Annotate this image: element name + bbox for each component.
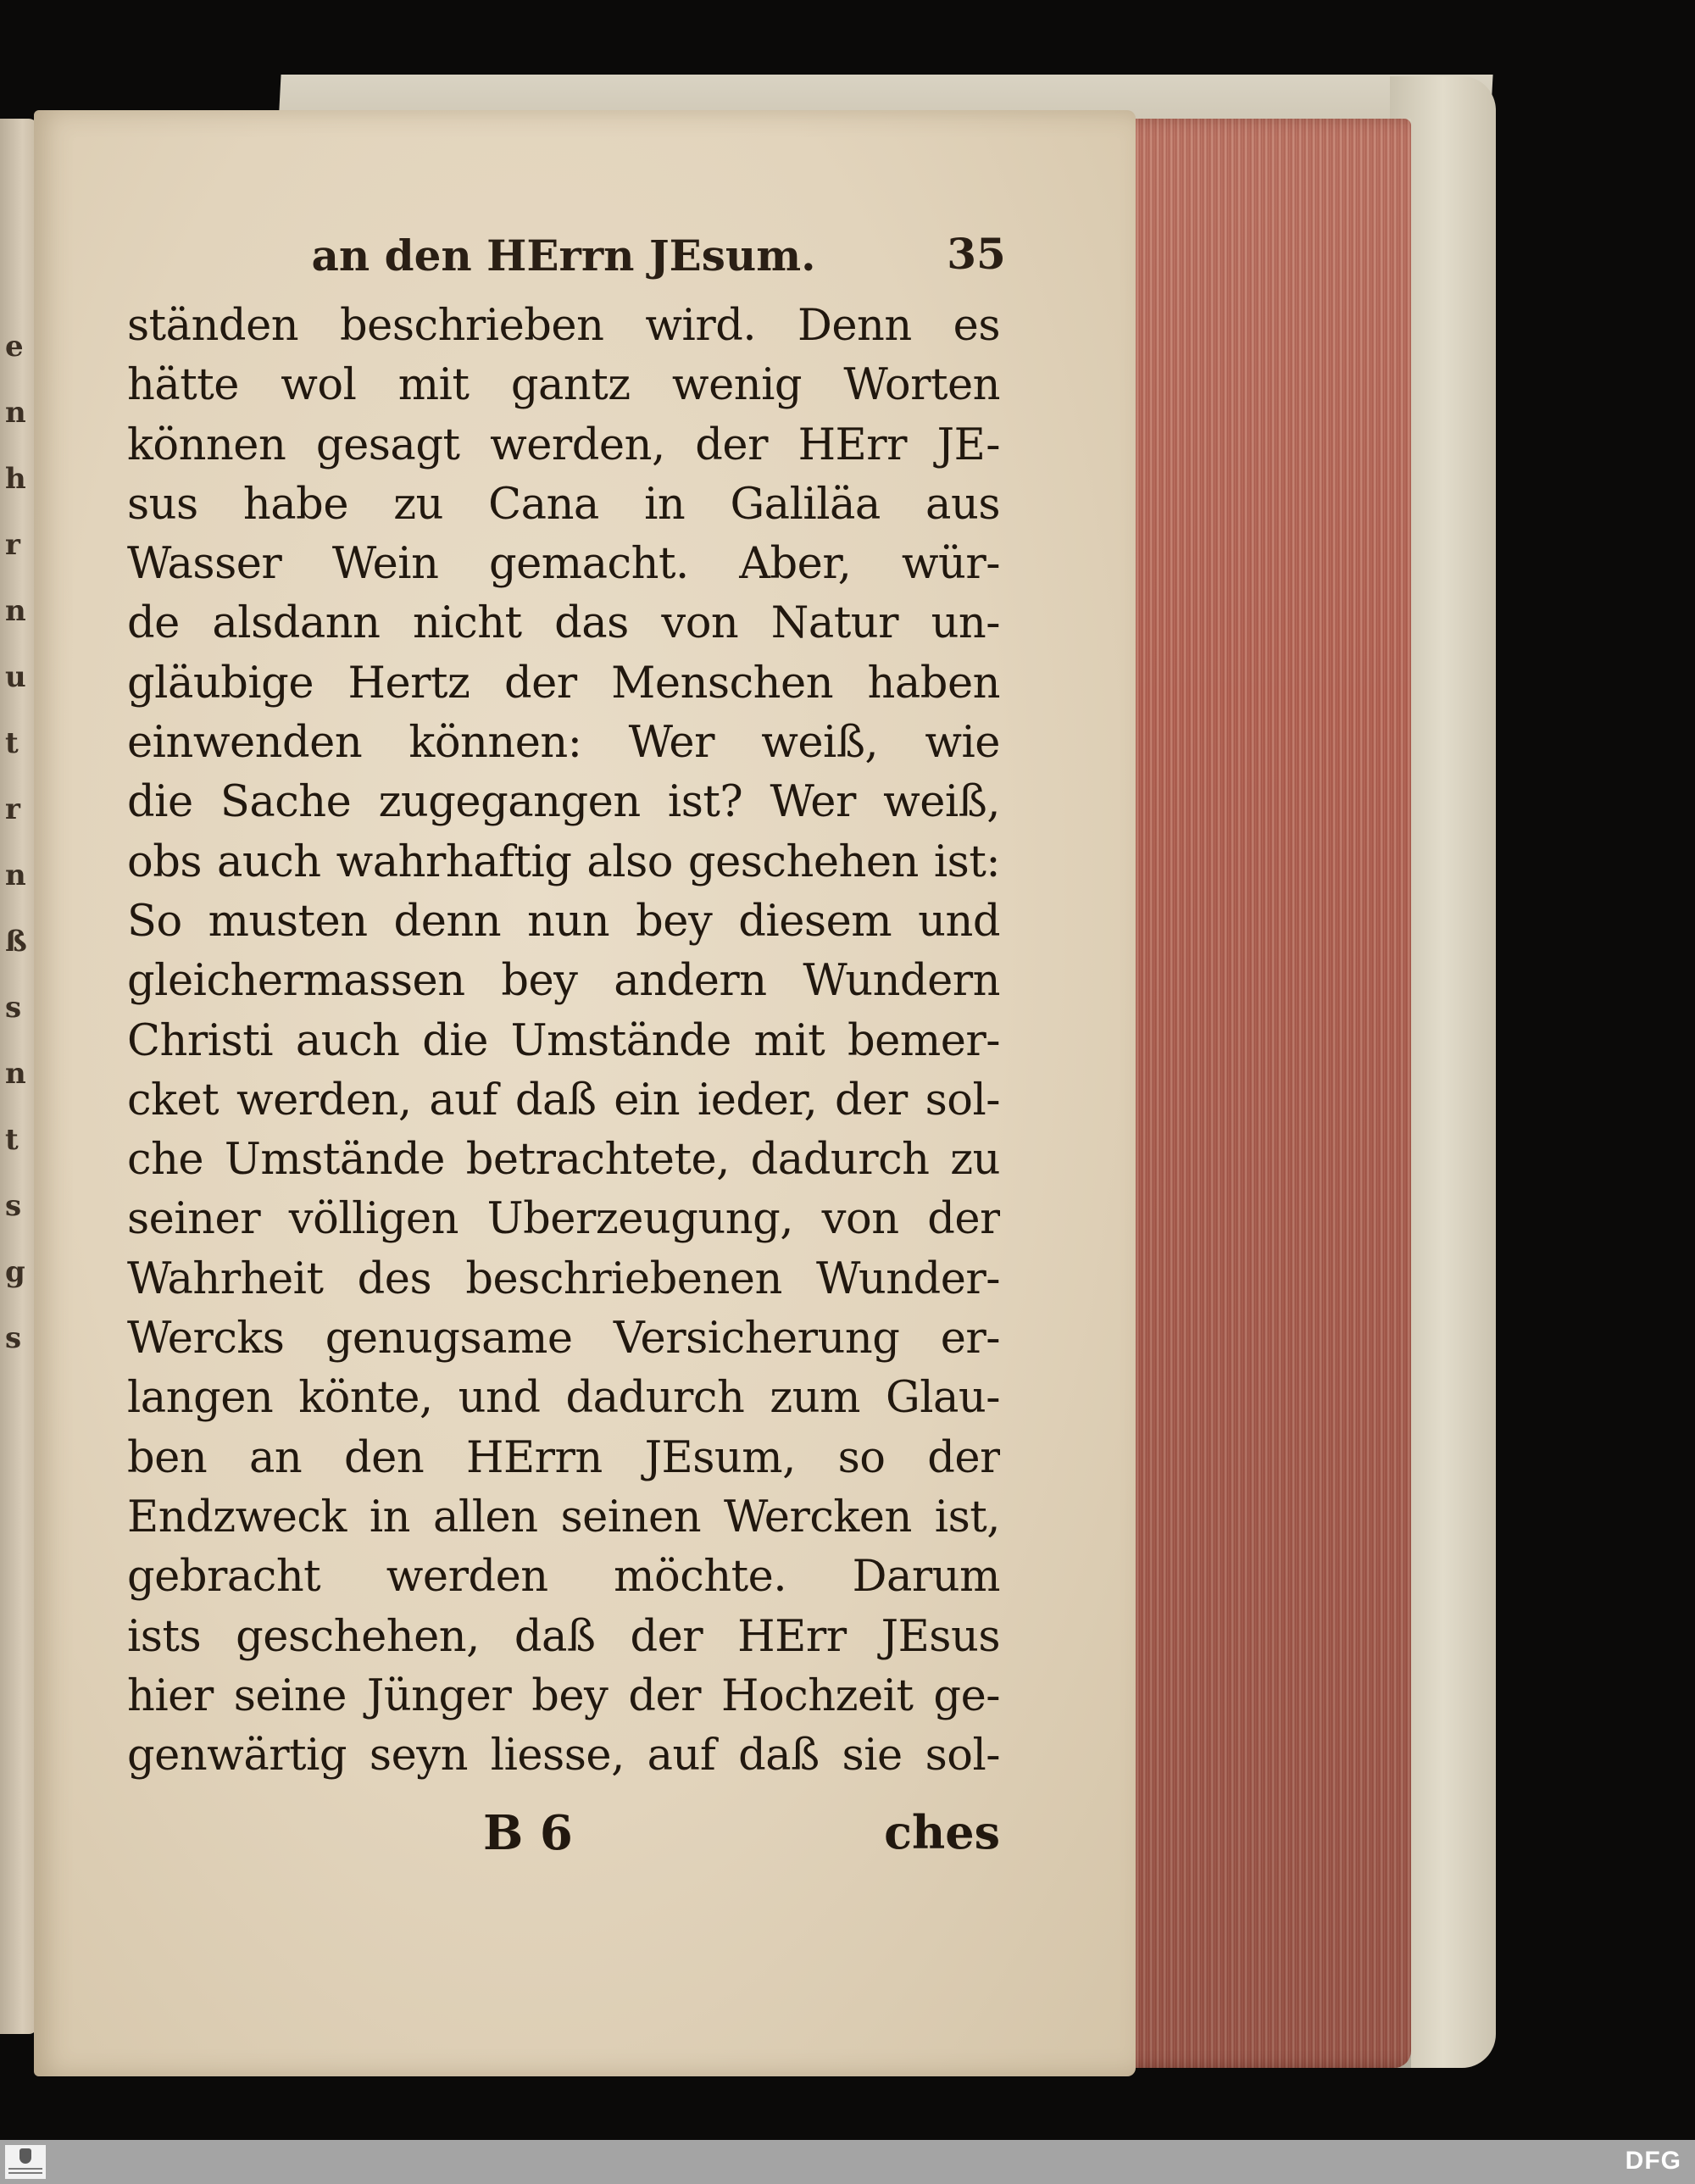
- facing-page-letter: n: [5, 1057, 26, 1091]
- facing-page-letter: t: [5, 726, 19, 760]
- facing-page-letter: ß: [5, 925, 27, 959]
- text-line: Wasser Wein gemacht. Aber, wür-: [127, 539, 1000, 590]
- text-line: Wahrheit des beschriebenen Wunder-: [127, 1253, 1000, 1304]
- text-line: obs auch wahrhaftig also geschehen ist:: [127, 836, 1000, 887]
- text-line: Wercks genugsame Versicherung er-: [127, 1314, 1000, 1364]
- text-line: können gesagt werden, der HErr JE-: [127, 420, 1000, 470]
- facing-page-letter: h: [5, 462, 26, 496]
- library-logo-icon: [5, 2145, 46, 2179]
- text-line: gleichermassen bey andern Wundern: [127, 956, 1000, 1007]
- page-number: 35: [947, 229, 1006, 279]
- text-line: hätte wol mit gantz wenig Worten: [127, 360, 1000, 411]
- text-line: cket werden, auf daß ein ieder, der sol-: [127, 1075, 1000, 1125]
- text-line: che Umstände betrachtete, dadurch zu: [127, 1135, 1000, 1186]
- text-line: die Sache zugegangen ist? Wer weiß,: [127, 777, 1000, 828]
- text-line: gläubige Hertz der Menschen haben: [127, 658, 1000, 709]
- facing-page-edge: [0, 119, 37, 2034]
- text-line: ben an den HErrn JEsum, so der: [127, 1432, 1000, 1483]
- facing-page-letter: r: [5, 792, 20, 826]
- text-line: einwenden können: Wer weiß, wie: [127, 718, 1000, 769]
- text-line: Christi auch die Umstände mit bemer-: [127, 1015, 1000, 1066]
- text-line: Endzweck in allen seinen Wercken ist,: [127, 1492, 1000, 1542]
- signature-mark: B 6: [483, 1805, 573, 1861]
- facing-page-letter: n: [5, 859, 26, 892]
- running-head: an den HErrn JEsum.: [311, 231, 816, 281]
- text-line: sus habe zu Cana in Galiläa aus: [127, 479, 1000, 530]
- text-line: ists geschehen, daß der HErr JEsus: [127, 1611, 1000, 1662]
- text-line: genwärtig seyn liesse, auf daß sie sol-: [127, 1731, 1000, 1781]
- facing-page-letter: r: [5, 528, 20, 562]
- dfg-logo: DFG: [1625, 2147, 1681, 2175]
- facing-page-letter: t: [5, 1123, 19, 1157]
- facing-page-letter: n: [5, 594, 26, 628]
- viewer-footer-bar: [0, 2140, 1695, 2184]
- facing-page-letter: g: [5, 1255, 25, 1289]
- catchword: ches: [884, 1805, 1000, 1859]
- facing-page-letter: n: [5, 396, 26, 430]
- facing-page-letter: s: [5, 1321, 22, 1355]
- facing-page-letter: u: [5, 660, 26, 694]
- facing-page-letter: s: [5, 991, 22, 1025]
- text-line: seiner völligen Uberzeugung, von der: [127, 1194, 1000, 1245]
- facing-page-letters: [5, 314, 31, 1371]
- text-line: ständen beschrieben wird. Denn es: [127, 301, 1000, 351]
- facing-page-letter: s: [5, 1189, 22, 1223]
- text-line: So musten denn nun bey diesem und: [127, 896, 1000, 947]
- facing-page-letter: e: [5, 330, 24, 364]
- text-line: de alsdann nicht das von Natur un-: [127, 598, 1000, 649]
- text-line: langen könte, und dadurch zum Glau-: [127, 1373, 1000, 1424]
- body-text: [127, 297, 1000, 1786]
- text-line: gebracht werden möchte. Darum: [127, 1552, 1000, 1603]
- text-line: hier seine Jünger bey der Hochzeit ge-: [127, 1670, 1000, 1721]
